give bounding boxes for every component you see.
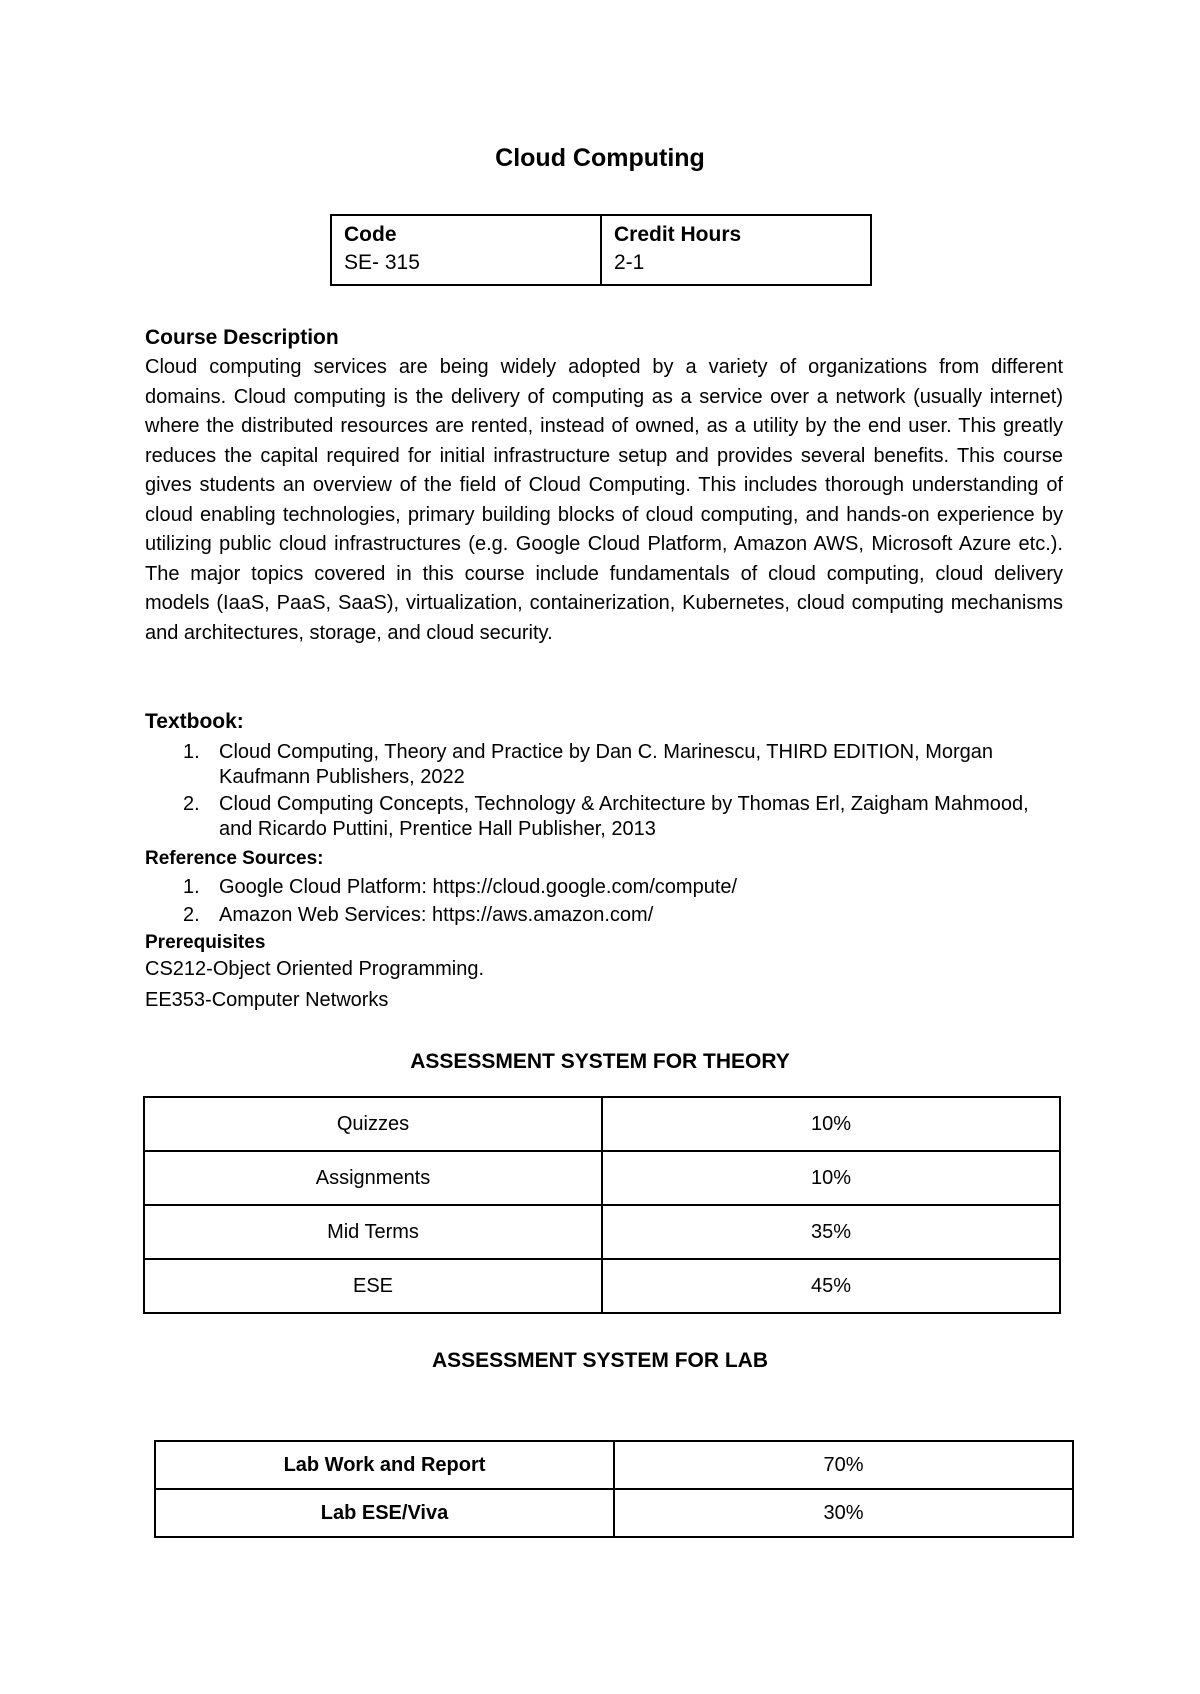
prerequisite-item: CS212-Object Oriented Programming. (145, 958, 485, 980)
list-item (145, 901, 1050, 929)
page-title: Cloud Computing (495, 144, 705, 172)
prerequisite-item: EE353-Computer Networks (145, 989, 389, 1011)
theory-assessment-heading: ASSESSMENT SYSTEM FOR THEORY (410, 1050, 790, 1073)
credit-hours-label: Credit Hours (614, 223, 742, 246)
assessment-item: Lab Work and Report (155, 1441, 614, 1489)
list-item (145, 740, 1050, 790)
textbook-entry: Cloud Computing, Theory and Practice by Dan C. Marinescu, THIRD EDITION, Morgan Kaufmann Publishers, 2022 (219, 741, 994, 788)
code-value: SE- 315 (344, 251, 420, 274)
code-cell (331, 215, 601, 285)
list-item (145, 873, 1050, 901)
reference-entry: Amazon Web Services: https://aws.amazon.com/ (219, 904, 654, 926)
assessment-weight: 70% (614, 1441, 1073, 1489)
prerequisites-heading: Prerequisites (145, 932, 266, 953)
table-row (155, 1489, 1073, 1537)
reference-sources-heading: Reference Sources: (145, 848, 324, 869)
table-row (144, 1151, 1060, 1205)
course-description-heading: Course Description (145, 326, 339, 349)
assessment-weight: 10% (602, 1151, 1060, 1205)
lab-assessment-heading: ASSESSMENT SYSTEM FOR LAB (431, 1349, 769, 1372)
reference-entry: Google Cloud Platform: https://cloud.google.com/compute/ (219, 876, 738, 898)
lab-assessment-table (154, 1440, 1074, 1538)
list-number: 1. (183, 876, 200, 898)
assessment-item: Lab ESE/Viva (155, 1489, 614, 1537)
credit-hours-value: 2-1 (614, 251, 645, 274)
textbook-list (145, 740, 1050, 844)
assessment-weight: 30% (614, 1489, 1073, 1537)
reference-sources-list (145, 873, 1050, 929)
table-row (144, 1097, 1060, 1151)
list-number: 2. (183, 904, 200, 926)
list-item (145, 792, 1050, 842)
list-number: 1. (183, 741, 200, 763)
table-row (144, 1205, 1060, 1259)
list-number: 2. (183, 793, 200, 815)
course-info-table (330, 214, 872, 286)
assessment-item: Mid Terms (144, 1205, 602, 1259)
assessment-weight: 45% (602, 1259, 1060, 1313)
table-row (155, 1441, 1073, 1489)
assessment-weight: 10% (602, 1097, 1060, 1151)
credit-hours-cell (601, 215, 871, 285)
table-row (144, 1259, 1060, 1313)
assessment-item: Quizzes (144, 1097, 602, 1151)
code-label: Code (344, 223, 397, 246)
textbook-entry: Cloud Computing Concepts, Technology & Architecture by Thomas Erl, Zaigham Mahmood, and Ricardo Puttini, Prentice Hall Publisher, 2013 (219, 793, 1029, 840)
theory-assessment-table (143, 1096, 1061, 1314)
assessment-item: ESE (144, 1259, 602, 1313)
textbook-heading: Textbook: (145, 710, 244, 733)
assessment-weight: 35% (602, 1205, 1060, 1259)
course-description-text: Cloud computing services are being widely adopted by a variety of organizations from different domains. Cloud computing is the delivery of computing as a service over a network (usually internet) where the distributed resources are rented, instead of owned, as a utility by the end user. This greatly reduces the capital required for initial infrastructure setup and provides several benefits. This course gives students an overview of the field of Cloud Computing. This includes thorough understanding of cloud enabling technologies, primary building blocks of cloud computing, and hands-on experience by utilizing public cloud infrastructures (e.g. Google Cloud Platform, Amazon AWS, Microsoft Azure etc.). The major topics covered in this course include fundamentals of cloud computing, cloud delivery models (IaaS, PaaS, SaaS), virtualization, containerization, Kubernetes, cloud computing mechanisms and architectures, storage, and cloud security. (145, 356, 1063, 644)
assessment-item: Assignments (144, 1151, 602, 1205)
